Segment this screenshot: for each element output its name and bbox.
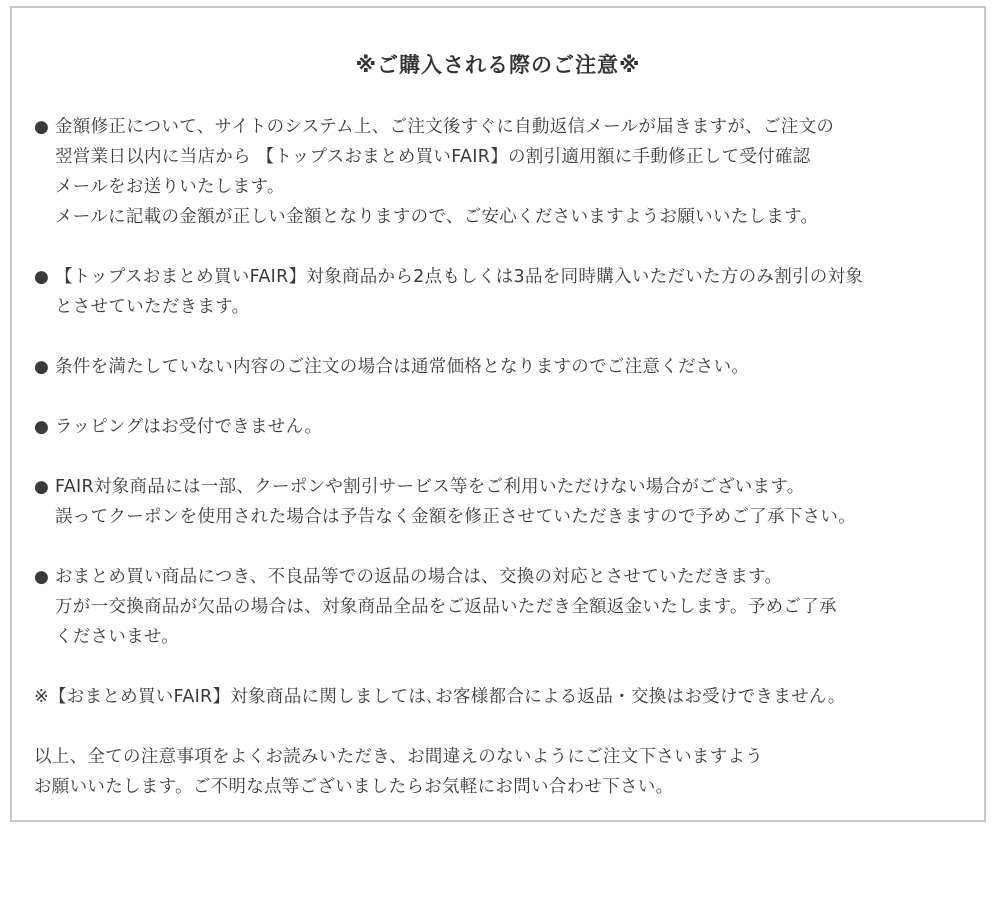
- section-1-line-3: メールをお送りいたします。: [55, 177, 285, 197]
- section-2-line-2: とさせていただきます。: [55, 297, 250, 317]
- section-3-line-1: ● 条件を満たしていない内容のご注文の場合は通常価格となりますのでご注意ください。: [34, 352, 749, 382]
- section-5-line-2: 誤ってクーポンを使用された場合は予告なく金額を修正させていただきますので予めご了承下さい。: [55, 507, 856, 527]
- section-5-line-1: ● FAIR対象商品には一部、クーポンや割引サービス等をご利用いただけない場合がございます。: [34, 472, 805, 502]
- section-6-line-1: ● おまとめ買い商品につき、不良品等での返品の場合は、交換の対応とさせていただきます。: [34, 562, 782, 592]
- notice-title: ※ご購入される際のご注意※: [355, 53, 641, 77]
- notice-box: [10, 6, 986, 822]
- section-1-line-4: メールに記載の金額が正しい金額となりますので、ご安心くださいますようお願いいたします。: [55, 207, 819, 227]
- bullet-icon: ●: [34, 477, 50, 497]
- section-6-line-2: 万が一交換商品が欠品の場合は、対象商品全品をご返品いただき全額返金いたします。予めご了承: [55, 597, 837, 617]
- closing-line-2: お願いいたします。ご不明な点等ございましたらお気軽にお問い合わせ下さい。: [34, 777, 674, 797]
- section-2-line-1: ● 【トップスおまとめ買いFAIR】対象商品から2点もしくは3品を同時購入いただいた方のみ割引の対象: [34, 262, 863, 292]
- section-1-line-2: 翌営業日以内に当店から 【トップスおまとめ買いFAIR】の割引適用額に手動修正して受付確認: [55, 147, 811, 167]
- section-1-line-1: ● 金額修正について、サイトのシステム上、ご注文後すぐに自動返信メールが届きますが、ご注文の: [34, 112, 834, 142]
- closing-line-1: 以上、全ての注意事項をよくお読みいただき、お間違えのないようにご注文下さいますよう: [34, 747, 764, 767]
- bullet-icon: ●: [34, 567, 50, 587]
- bullet-icon: ●: [34, 417, 50, 437]
- return-note: ※【おまとめ買いFAIR】対象商品に関しましては､お客様都合による返品・交換はお受けできません。: [34, 687, 846, 707]
- section-6-line-3: くださいませ。: [55, 627, 180, 647]
- section-4-line-1: ● ラッピングはお受付できません。: [34, 412, 322, 442]
- bullet-icon: ●: [34, 357, 50, 377]
- bullet-icon: ●: [34, 267, 50, 287]
- bullet-icon: ●: [34, 117, 50, 137]
